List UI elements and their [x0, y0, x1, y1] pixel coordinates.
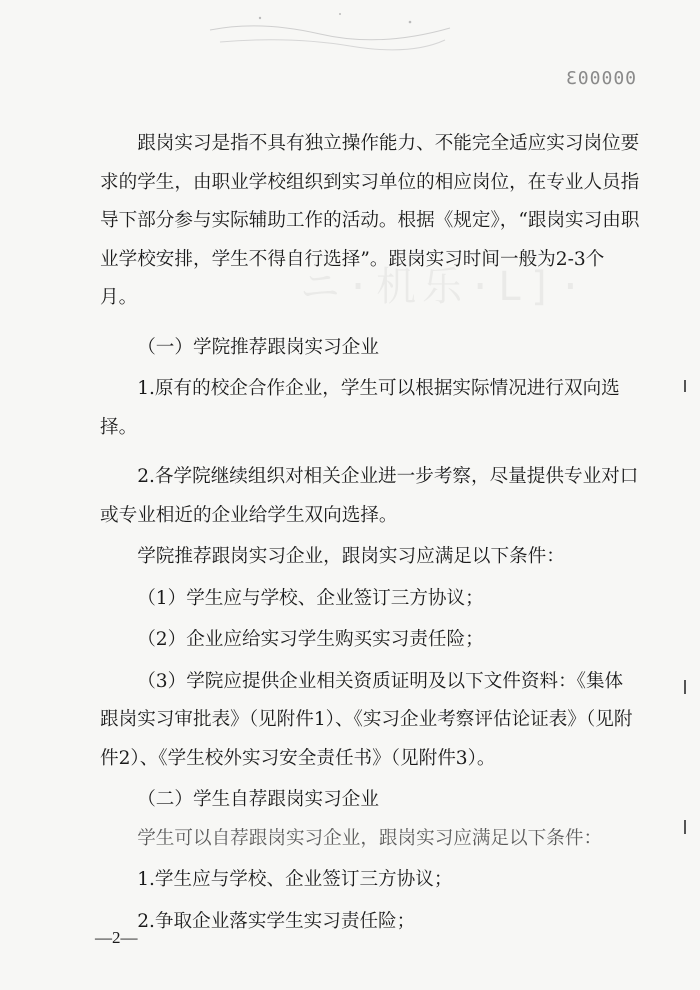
- paragraph-definition: 跟岗实习是指不具有独立操作能力、不能完全适应实习岗位要求的学生，由职业学校组织到实习单位的相应岗位，在专业人员指导下部分参与实际辅助工作的活动。根据《规定》，“跟岗实习由职业学校安排，学生不得自行选择”。跟岗实习时间一般为2-3个月。: [100, 133, 640, 308]
- binding-mark: [684, 380, 686, 392]
- list-item: 1.原有的校企合作企业，学生可以根据实际情况进行双向选择。: [100, 378, 620, 438]
- list-item: 2.各学院继续组织对相关企业进一步考察，尽量提供专业对口或专业相近的企业给学生双向选择。: [100, 466, 639, 526]
- body-text: [100, 125, 640, 941]
- page-number: —2—: [95, 928, 138, 947]
- binding-mark: [684, 680, 686, 694]
- condition-item: （3）学院应提供企业相关资质证明及以下文件资料：《集体跟岗实习审批表》（见附件1）、《实习企业考察评估论证表》（见附件2）、《学生校外实习安全责任书》（见附件3）。: [100, 670, 633, 769]
- scan-noise-decoration: [200, 0, 460, 60]
- condition-item: （2）企业应给实习学生购买实习责任险；: [137, 629, 484, 650]
- archive-stamp-number: 000003: [565, 68, 637, 89]
- list-item: 2.争取企业落实学生实习责任险；: [137, 910, 416, 932]
- binding-mark: [684, 820, 686, 834]
- condition-item: （1）学生应与学校、企业签订三方协议；: [137, 587, 484, 609]
- conditions-intro: 学生可以自荐跟岗实习企业，跟岗实习应满足以下条件：: [137, 827, 603, 849]
- conditions-intro: 学院推荐跟岗实习企业，跟岗实习应满足以下条件：: [137, 546, 565, 567]
- section-heading-1: （一）学院推荐跟岗实习企业: [137, 336, 379, 358]
- list-item: 1.学生应与学校、企业签订三方协议；: [137, 869, 453, 890]
- section-heading-2: （二）学生自荐跟岗实习企业: [137, 789, 379, 810]
- bleed-through-decoration: ニ·机乐·L]·: [300, 264, 589, 310]
